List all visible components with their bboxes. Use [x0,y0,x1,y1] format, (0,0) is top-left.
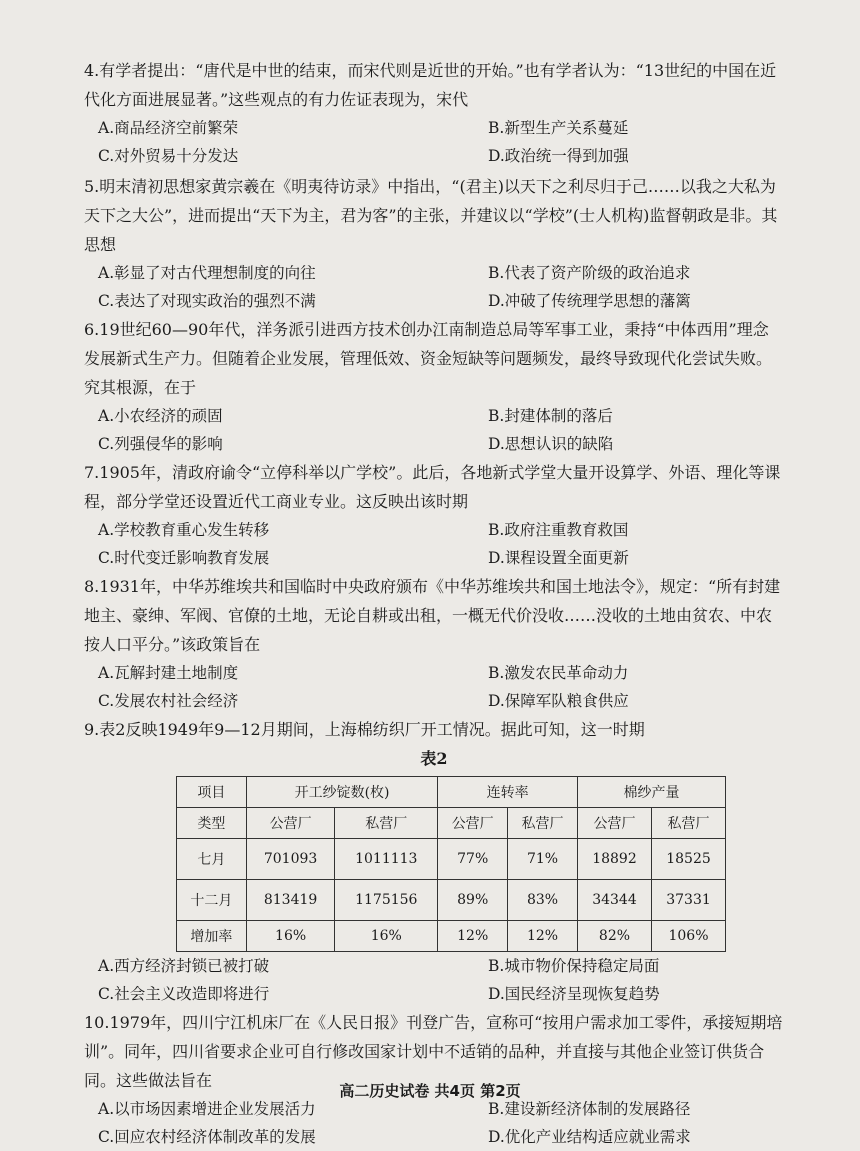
option-d: D.保障军队粮食供应 [488,692,629,710]
table-cell: 1175156 [335,880,438,921]
option-c: C.社会主义改造即将进行 [98,985,270,1003]
table-cell: 16% [335,921,438,952]
table-row [177,921,726,952]
data-table [176,776,726,952]
option-a: A.商品经济空前繁荣 [98,119,239,137]
question-list [84,56,784,1151]
option-a: A.以市场因素增进企业发展活力 [98,1100,316,1118]
option-b: B.城市物价保持稳定局面 [488,957,660,975]
question-7 [84,458,784,572]
table-cell: 18525 [651,839,725,880]
option-a: A.瓦解封建土地制度 [98,664,239,682]
table-cell: 37331 [651,880,725,921]
page-footer: 高二历史试卷 共4页 第2页 [339,1082,521,1100]
table-cell: 12% [438,921,508,952]
question-10-options [84,1095,784,1151]
option-b: B.政府注重教育救国 [488,521,629,539]
subheader-cell: 私营厂 [335,808,438,839]
group-header-spindles: 开工纱锭数(枚) [246,777,437,808]
option-a: A.彰显了对古代理想制度的向往 [98,264,316,282]
table-cell: 18892 [577,839,651,880]
question-9-stem: 9.表2反映1949年9—12月期间，上海棉纺织厂开工情况。据此可知，这一时期 [84,720,645,739]
question-6 [84,315,784,458]
table-cell: 34344 [577,880,651,921]
subheader-cell: 私营厂 [651,808,725,839]
question-7-options [84,516,784,572]
table-cell: 701093 [246,839,334,880]
option-b: B.激发农民革命动力 [488,664,629,682]
table-cell: 82% [577,921,651,952]
table-cell: 83% [508,880,578,921]
table-cell: 12% [508,921,578,952]
question-8-options [84,659,784,715]
question-9 [84,715,784,1008]
subheader-cell: 公营厂 [246,808,334,839]
question-4-stem: 4.有学者提出：“唐代是中世的结束，而宋代则是近世的开始。”也有学者认为：“13世纪的中国在近代化方面进展显著。”这些观点的有力佐证表现为，宋代 [84,61,777,109]
question-10-stem: 10.1979年，四川宁江机床厂在《人民日报》刊登广告，宣称可“按用户需求加工零件，承接短期培训”。同年，四川省要求企业可自行修改国家计划中不适销的品种，并直接与其他企业签订供货合同。这些做法旨在 [84,1013,783,1090]
question-5 [84,172,784,315]
table-header-row [177,777,726,808]
table-subheader-row [177,808,726,839]
table-row [177,839,726,880]
option-d: D.冲破了传统理学思想的藩篱 [488,292,691,310]
option-d: D.课程设置全面更新 [488,549,629,567]
option-d: D.国民经济呈现恢复趋势 [488,985,660,1003]
question-4 [84,56,784,170]
question-6-stem: 6.19世纪60—90年代，洋务派引进西方技术创办江南制造总局等军事工业，秉持“中体西用”理念发展新式生产力。但随着企业发展，管理低效、资金短缺等问题频发，最终导致现代化尝试失败。究其根源，在于 [84,320,773,397]
table-cell: 106% [651,921,725,952]
option-a: A.学校教育重心发生转移 [98,521,270,539]
subheader-cell: 公营厂 [577,808,651,839]
table-cell: 1011113 [335,839,438,880]
row-label: 增加率 [177,921,247,952]
option-c: C.时代变迁影响教育发展 [98,549,270,567]
option-d: D.优化产业结构适应就业需求 [488,1128,691,1146]
option-c: C.列强侵华的影响 [98,435,223,453]
table-caption: 表2 [420,749,448,768]
option-d: D.思想认识的缺陷 [488,435,614,453]
subheader-cell: 公营厂 [438,808,508,839]
table-row [177,880,726,921]
option-c: C.表达了对现实政治的强烈不满 [98,292,316,310]
option-a: A.西方经济封锁已被打破 [98,957,270,975]
group-header-output: 棉纱产量 [577,777,725,808]
corner-cell-bottom: 类型 [177,808,247,839]
question-7-stem: 7.1905年，清政府谕令“立停科举以广学校”。此后，各地新式学堂大量开设算学、外语、理化等课程，部分学堂还设置近代工商业专业。这反映出该时期 [84,463,781,511]
question-8 [84,572,784,715]
table-cell: 71% [508,839,578,880]
group-header-rate: 连转率 [438,777,578,808]
question-5-stem: 5.明末清初思想家黄宗羲在《明夷待访录》中指出，“(君主)以天下之利尽归于己……以我之大私为天下之大公”，进而提出“天下为主，君为客”的主张，并建议以“学校”(士人机构)监督朝政是非。其思想 [84,177,778,254]
option-b: B.代表了资产阶级的政治追求 [488,264,691,282]
question-9-options [84,952,784,1008]
option-c: C.发展农村社会经济 [98,692,239,710]
table-cell: 77% [438,839,508,880]
subheader-cell: 私营厂 [508,808,578,839]
option-b: B.封建体制的落后 [488,407,613,425]
option-c: C.对外贸易十分发达 [98,147,239,165]
question-8-stem: 8.1931年，中华苏维埃共和国临时中央政府颁布《中华苏维埃共和国土地法令》，规定：“所有封建地主、豪绅、军阀、官僚的土地，无论自耕或出租，一概无代价没收……没收的土地由贫农、中农按人口平分。”该政策旨在 [84,577,781,654]
option-a: A.小农经济的顽固 [98,407,223,425]
table-cell: 813419 [246,880,334,921]
question-5-options [84,259,784,315]
question-6-options [84,402,784,458]
row-label: 七月 [177,839,247,880]
question-4-options [84,114,784,170]
option-b: B.新型生产关系蔓延 [488,119,629,137]
row-label: 十二月 [177,880,247,921]
table-cell: 16% [246,921,334,952]
option-d: D.政治统一得到加强 [488,147,629,165]
option-b: B.建设新经济体制的发展路径 [488,1100,691,1118]
corner-cell-top: 项目 [177,777,247,808]
option-c: C.回应农村经济体制改革的发展 [98,1128,316,1146]
table-cell: 89% [438,880,508,921]
